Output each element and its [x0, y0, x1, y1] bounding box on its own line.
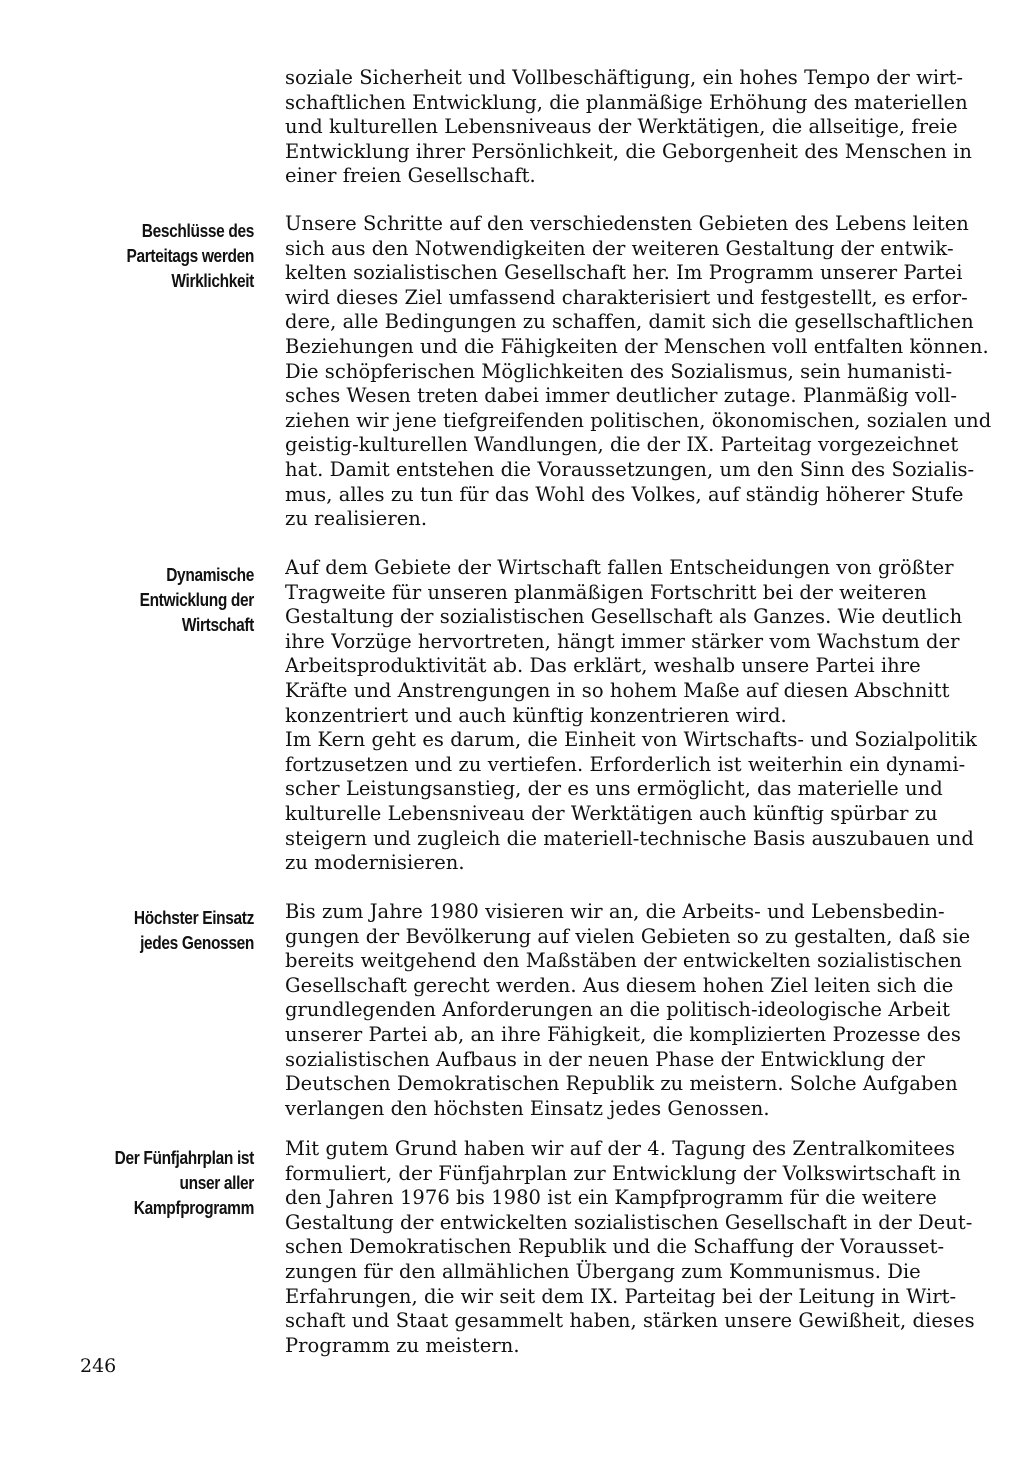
page-number: 246 — [80, 1355, 117, 1377]
margin-heading-dynamische-entwicklung: Dynamische Entwicklung der Wirtschaft — [139, 565, 254, 635]
paragraph-einsatz: Bis zum Jahre 1980 visieren wir an, die Arbeits- und Lebensbedin- gungen der Bevölkerung auf vielen Gebieten so zu gestalten, daß sie bereits weitgehend den Maßstäben der entwickelten sozialistischen Gesellschaft gerecht werden. Aus diesem hohen Ziel leiten sich die grundlegenden Anforderungen an die politisch-ideologische Arbeit unserer Partei ab, an ihre Fähigkeit, die komplizierten Prozesse des sozialistischen Aufbaus in der neuen Phase der Entwicklung der Deutschen Demokratischen Republik zu meistern. Solche Aufgaben verlangen den höchsten Einsatz jedes Genossen. — [285, 900, 971, 1120]
paragraph-intro-continuation: soziale Sicherheit und Vollbeschäftigung, ein hohes Tempo der wirt- schaftlichen Entwicklung, die planmäßige Erhöhung des materiellen und kulturellen Lebensniveaus der Werktätigen, die allseitige, freie Entwicklung ihrer Persönlichkeit, die Geborgenheit des Menschen in einer freien Gesellschaft. — [285, 66, 972, 188]
paragraph-wirtschaft: Auf dem Gebiete der Wirtschaft fallen Entscheidungen von größter Tragweite für unseren planmäßigen Fortschritt bei der weiteren Gestaltung der sozialistischen Gesellschaft als Ganzes. Wie deutlich ihre Vorzüge hervortreten, hängt immer stärker vom Wachstum der Arbeitsproduktivität ab. Das erklärt, weshalb unsere Partei ihre Kräfte und Anstrengungen in so hohem Maße auf diesen Abschnitt konzentriert und auch künftig konzentrieren wird. Im Kern geht es darum, die Einheit von Wirtschafts- und Sozialpolitik fortzusetzen und zu vertiefen. Erforderlich ist weiterhin ein dynami- scher Leistungsanstieg, der es uns ermöglicht, das materielle und kulturelle Lebensniveau der Werktätigen auch künftig spürbar zu steigern und zugleich die materiell-technische Basis auszubauen und zu modernisieren. — [285, 556, 978, 875]
margin-heading-hoechster-einsatz: Höchster Einsatz jedes Genossen — [133, 908, 254, 953]
margin-heading-beschluesse: Beschlüsse des Parteitags werden Wirklichkeit — [126, 221, 254, 291]
margin-heading-fuenfjahrplan: Der Fünfjahrplan ist unser aller Kampfprogramm — [114, 1148, 254, 1218]
paragraph-fuenfjahrplan: Mit gutem Grund haben wir auf der 4. Tagung des Zentralkomitees formuliert, der Fünfjahrplan zur Entwicklung der Volkswirtschaft in den Jahren 1976 bis 1980 ist ein Kampfprogramm für die weitere Gestaltung der entwickelten sozialistischen Gesellschaft in der Deut- schen Demokratischen Republik und die Schaffung der Vorausset- zungen für den allmählichen Übergang zum Kommunismus. Die Erfahrungen, die wir seit dem IX. Parteitag bei der Leitung in Wirt- schaft und Staat gesammelt haben, stärken unsere Gewißheit, dieses Programm zu meistern. — [285, 1137, 975, 1357]
paragraph-beschluesse: Unsere Schritte auf den verschiedensten Gebieten des Lebens leiten sich aus den Notwendigkeiten der weiteren Gestaltung der entwik- kelten sozialistischen Gesellschaft her. Im Programm unserer Partei wird dieses Ziel umfassend charakterisiert und festgestellt, es erfor- dere, alle Bedingungen zu schaffen, damit sich die gesellschaftlichen Beziehungen und die Fähigkeiten der Menschen voll entfalten können. Die schöpferischen Möglichkeiten des Sozialismus, sein humanisti- sches Wesen treten dabei immer deutlicher zutage. Planmäßig voll- ziehen wir jene tiefgreifenden politischen, ökonomischen, sozialen und geistig-kulturellen Wandlungen, die der IX. Parteitag vorgezeichnet hat. Damit entstehen die Voraussetzungen, um den Sinn des Sozialis- mus, alles zu tun für das Wohl des Volkes, auf ständig höherer Stufe zu realisieren. — [285, 212, 992, 531]
